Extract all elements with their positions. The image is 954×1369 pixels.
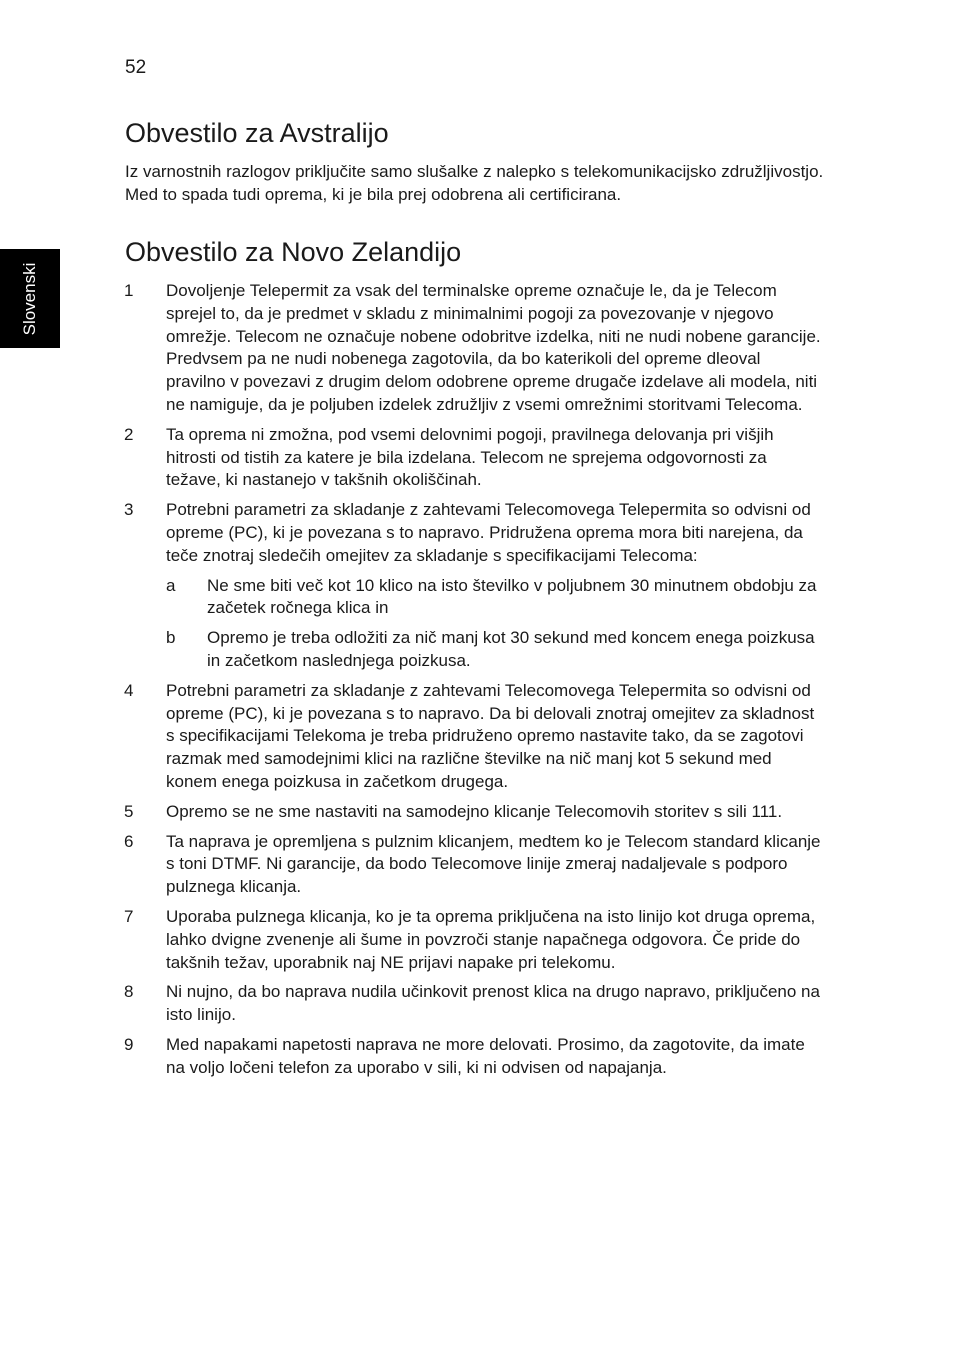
list-item — [124, 1034, 824, 1080]
sub-list-item — [166, 575, 824, 621]
list-item-number: 2 — [124, 424, 134, 444]
list-item-number: 7 — [124, 906, 134, 926]
list-item-number: 8 — [124, 982, 134, 1002]
list-item — [124, 680, 824, 794]
list-item-text: Opremo se ne sme nastaviti na samodejno klicanje Telecomovih storitev s sili 111. — [166, 801, 783, 821]
list-item-number: 5 — [124, 801, 134, 821]
sub-list-item-letter: b — [166, 628, 176, 648]
sub-list-item-text: Opremo je treba odložiti za nič manj kot 30 sekund med koncem enega poizkusa in začetkom naslednjega poizkusa. — [207, 628, 815, 670]
list-item-text: Ni nujno, da bo naprava nudila učinkovit prenost klica na drugo napravo, priključeno na isto linijo. — [166, 982, 820, 1025]
list-item-text: Ta oprema ni zmožna, pod vsemi delovnimi pogoji, pravilnega delovanja pri višjih hitrosti od tistih za katere je bila izdelana. Telecom ne sprejema odgovornosti za težave, ki nastanejo v takšnih okoliščinah. — [166, 424, 774, 490]
page-number: 52 — [125, 57, 147, 78]
sub-list-item-letter: a — [166, 575, 176, 595]
list-item-number: 1 — [124, 281, 134, 300]
australia-notice-text: Iz varnostnih razlogov priključite samo slušalke z nalepko s telekomunikacijsko združljivostjo. Med to spada tudi oprema, ki je bila prej odobrena ali certificirana. — [125, 162, 824, 204]
list-item-number: 4 — [124, 680, 134, 700]
list-item — [124, 981, 824, 1027]
list-item — [124, 801, 824, 824]
list-item-text: Med napakami napetosti naprava ne more delovati. Prosimo, da zagotovite, da imate na voljo ločeni telefon za uporabo v sili, ki ni odvisen od napajanja. — [166, 1034, 805, 1077]
list-item — [124, 280, 824, 417]
language-side-tab-label: Slovenski — [20, 262, 39, 336]
new-zealand-notice-list — [124, 280, 824, 1087]
list-item — [124, 906, 824, 974]
sub-list-item — [166, 627, 824, 673]
list-item — [124, 831, 824, 899]
heading-australia: Obvestilo za Avstralijo — [125, 118, 389, 148]
list-item-number: 9 — [124, 1034, 134, 1054]
list-item-number: 6 — [124, 831, 134, 851]
sub-list-item-text: Ne sme biti več kot 10 klico na isto številko v poljubnem 30 minutnem obdobju za začetek ročnega klica in — [207, 575, 817, 618]
list-item-text: Potrebni parametri za skladanje z zahtevami Telecomovega Telepermita so odvisni od opreme (PC), ki je povezana s to napravo. Da bi delovali znotraj omejitev za skladnost s specifikacijami Telekoma je treba pridruženo opremo nastavite tako, da se zagotovi razmak med samodejnimi klici na različne številke na nič manj kot 5 sekund med konem enega poizkusa in začetkom drugega. — [166, 680, 815, 791]
list-item-text: Uporaba pulznega klicanja, ko je ta oprema priključena na isto linijo kot druga oprema, lahko dvigne zvenenje ali šume in povzroči stanje napačnega odgovora. Če pride do takšnih težav, uporabnik naj NE prijavi napake pri telekomu. — [166, 906, 816, 972]
language-side-tab — [0, 249, 60, 348]
list-item-text: Potrebni parametri za skladanje z zahtevami Telecomovega Telepermita so odvisni od opreme (PC), ki je povezana s to napravo. Pridružena oprema mora biti narejena, da teče znotraj sledečih omejitev za skladanje s specifikacijami Telecoma: — [166, 500, 811, 565]
list-item — [124, 424, 824, 492]
list-item — [124, 499, 824, 673]
heading-new-zealand: Obvestilo za Novo Zelandijo — [125, 237, 462, 267]
list-item-text: Ta naprava je opremljena s pulznim klicanjem, medtem ko je Telecom standard klicanje s toni DTMF. Ni garancije, da bodo Telecomove linije zmeraj nadaljevale s podporo pulznega klicanja. — [166, 831, 821, 897]
list-item-text: Dovoljenje Telepermit za vsak del terminalske opreme označuje le, da je Telecom sprejel to, da je predmet v skladu z minimalnimi pogoji za povezovanje v njegovo omrežje. Telecom ne označuje nobene odobritve izdelka, niti ne nudi nobene garancije. Predvsem pa ne nudi nobenega zagotovila, da bo katerikoli del opreme dleoval pravilno v povezavi z drugim delom odobrene opreme drugače izdelave ali modela, niti ne namiguje, da je poljuben izdelek združljiv z vsemi omrežnimi storitvami Telecoma. — [166, 281, 821, 414]
list-item-number: 3 — [124, 500, 134, 520]
sub-list — [166, 575, 824, 673]
